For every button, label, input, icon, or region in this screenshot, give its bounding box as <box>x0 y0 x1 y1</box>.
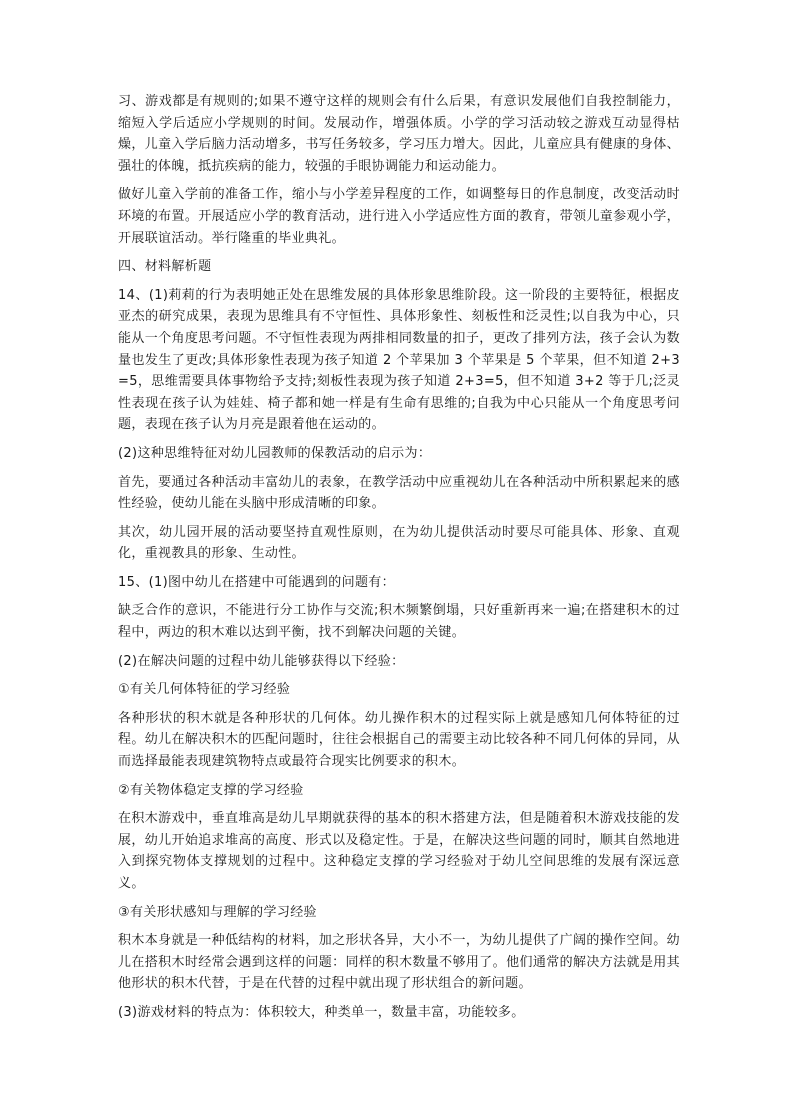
paragraph-geometry-experience: 各种形状的积木就是各种形状的几何体。幼儿操作积木的过程实际上就是感知几何体特征的过程。幼儿在解决积木的匹配问题时，往往会根据自己的需要主动比较各种不同几何体的异同，从而选择最能表现建筑物特点或最符合现实比例要求的积木。 <box>118 710 680 770</box>
paragraph-q15-part1-heading: 15、(1)图中幼儿在搭建中可能遇到的问题有： <box>118 574 396 590</box>
paragraph-q14-second: 其次，幼儿园开展的活动要坚持直观性原则，在为幼儿提供活动时要尽可能具体、形象、直观化，重视教具的形象、生动性。 <box>118 524 680 562</box>
paragraph-q15-part3: (3)游戏材料的特点为：体积较大，种类单一，数量丰富，功能较多。 <box>118 1004 525 1020</box>
subheading-shape-experience: ③有关形状感知与理解的学习经验 <box>118 904 317 920</box>
subheading-stability-experience: ②有关物体稳定支撑的学习经验 <box>118 782 304 798</box>
paragraph-shape-experience: 积木本身就是一种低结构的材料，加之形状各异，大小不一，为幼儿提供了广阔的操作空间。幼儿在搭积木时经常会遇到这样的问题：同样的积木数量不够用了。他们通常的解决方法就是用其他形状的积木代替，于是在代替的过程中就出现了形状组合的新问题。 <box>118 933 680 992</box>
paragraph-q14-part2-heading: (2)这种思维特征对幼儿园教师的保教活动的启示为： <box>118 445 432 461</box>
paragraph-school-readiness-end: 习、游戏都是有规则的;如果不遵守这样的规则会有什么后果，有意识发展他们自我控制能力，缩短入学后适应小学规则的时间。发展动作，增强体质。小学的学习活动较之游戏互动显得枯燥，儿童入学后脑力活动增多，书写任务较多，学习压力增大。因此，儿童应具有健康的身体、强壮的体魄，抵抗疾病的能力，较强的手眼协调能力和运动能力。 <box>118 94 680 174</box>
subheading-geometry-experience: ①有关几何体特征的学习经验 <box>118 682 291 698</box>
document-page <box>118 91 680 1031</box>
paragraph-preparation-work: 做好儿童入学前的准备工作，缩小与小学差异程度的工作，如调整每日的作息制度，改变活动时环境的布置。开展适应小学的教育活动，进行进入小学适应性方面的教育，带领儿童参观小学，开展联谊活动。举行隆重的毕业典礼。 <box>118 187 680 246</box>
section-heading-material-analysis: 四、材料解析题 <box>118 259 212 275</box>
paragraph-q14-first: 首先，要通过各种活动丰富幼儿的表象，在教学活动中应重视幼儿在各种活动中所积累起来的感性经验，使幼儿能在头脑中形成清晰的印象。 <box>118 474 680 512</box>
paragraph-q15-problems: 缺乏合作的意识，不能进行分工协作与交流;积木频繁倒塌，只好重新再来一遍;在搭建积木的过程中，两边的积木难以达到平衡，找不到解决问题的关键。 <box>118 603 680 641</box>
paragraph-q15-part2-heading: (2)在解决问题的过程中幼儿能够获得以下经验： <box>118 653 405 669</box>
paragraph-q14-part1: 14、(1)莉莉的行为表明她正处在思维发展的具体形象思维阶段。这一阶段的主要特征，根据皮亚杰的研究成果，表现为思维具有不守恒性、具体形象性、刻板性和泛灵性;以自我为中心，只能从一个角度思考问题。不守恒性表现为两排相同数量的扣子，更改了排列方法，孩子会认为数量也发生了更改;具体形象性表现为孩子知道 2 个苹果加 3 个苹果是 5 个苹果，但不知道 2+3=5，思维需要具体事物给予支持;刻板性表现为孩子知道 2+3=5，但不知道 3+2 等于几;泛灵性表现在孩子认为娃娃、椅子都和她一样是有生命有思维的;自我为中心只能从一个角度思考问题，表现在孩子认为月亮是跟着他在运动的。 <box>118 287 680 433</box>
paragraph-stability-experience: 在积木游戏中，垂直堆高是幼儿早期就获得的基本的积木搭建方法，但是随着积木游戏技能的发展，幼儿开始追求堆高的高度、形式以及稳定性。于是，在解决这些问题的同时，顺其自然地进入到探究物体支撑规划的过程中。这种稳定支撑的学习经验对于幼儿空间思维的发展有深远意义。 <box>118 811 680 891</box>
